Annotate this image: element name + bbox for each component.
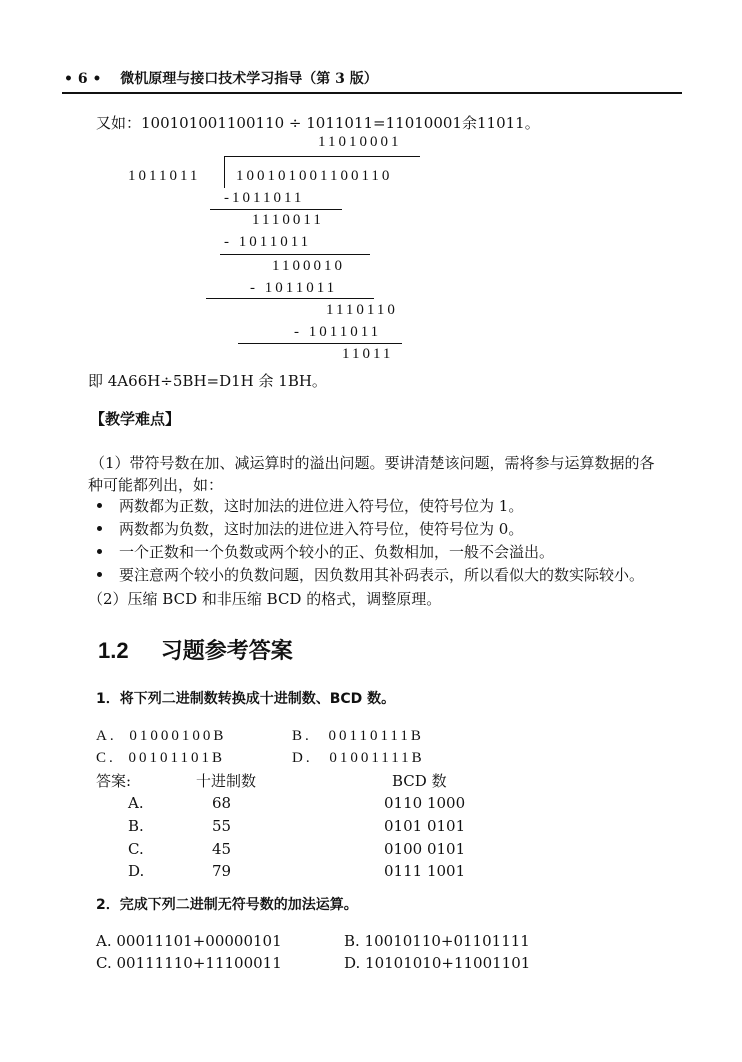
page-header	[64, 68, 378, 88]
column-header-decimal: 十进制数	[196, 772, 257, 790]
difficulties-heading: 【教学难点】	[90, 410, 181, 428]
bullet-item: 两数都为负数，这时加法的进位进入符号位，使符号位为 0。	[119, 520, 524, 538]
divisor: 1011011	[128, 168, 201, 184]
bullet-item: 要注意两个较小的负数问题，因负数用其补码表示，所以看似大的数实际较小。	[119, 566, 645, 584]
answer-label: 答案:	[96, 772, 132, 790]
option-label: D.	[292, 750, 313, 766]
answer-row-bcd: 0101 0101	[384, 817, 466, 835]
column-header-bcd: BCD 数	[392, 772, 447, 790]
step-rule-2	[220, 254, 370, 255]
option-value: 00110111B	[328, 728, 424, 744]
step-rule-4	[238, 343, 402, 344]
q1-option-d	[292, 750, 425, 767]
step-remainder-2: 1100010	[272, 258, 345, 274]
answer-row-decimal: 79	[212, 862, 232, 880]
answer-row-decimal: 45	[212, 840, 232, 858]
page-number: • 6 •	[64, 71, 102, 87]
answer-row-bcd: 0100 0101	[384, 840, 466, 858]
section-heading	[98, 634, 293, 665]
option-value: 00101101B	[128, 750, 225, 766]
bullet-icon	[97, 549, 102, 554]
answer-row-decimal: 55	[212, 817, 232, 835]
q2-option-c: C. 00111110+11100011	[96, 954, 282, 972]
final-remainder: 11011	[342, 346, 394, 362]
book-title: 微机原理与接口技术学习指导（第 3 版）	[120, 71, 378, 87]
option-label: C.	[96, 750, 116, 766]
q2-option-a: A. 00011101+00000101	[96, 932, 282, 950]
difficulty-1-line-2: 种可能都列出，如：	[88, 476, 224, 494]
answer-row-label: B.	[128, 817, 144, 835]
answer-row-label: A.	[128, 794, 144, 812]
answer-row-bcd: 0111 1001	[384, 862, 466, 880]
q1-option-b	[292, 728, 424, 745]
question-2-title: 2．完成下列二进制无符号数的加法运算。	[96, 897, 358, 913]
answer-row-decimal: 68	[212, 794, 232, 812]
header-rule	[62, 92, 682, 94]
q2-option-b: B. 10010110+01101111	[344, 932, 530, 950]
bullet-icon	[97, 526, 102, 531]
q2-option-d: D. 10101010+11001101	[344, 954, 531, 972]
division-bar	[224, 156, 420, 157]
bullet-icon	[97, 572, 102, 577]
bullet-item: 一个正数和一个负数或两个较小的正、负数相加，一般不会溢出。	[119, 543, 555, 561]
difficulty-1-line-1: （1）带符号数在加、减运算时的溢出问题。要讲清楚该问题，需将参与运算数据的各	[90, 454, 655, 472]
option-label: B.	[292, 728, 312, 744]
quotient: 11010001	[318, 134, 402, 150]
question-1-title: 1．将下列二进制数转换成十进制数、BCD 数。	[96, 691, 396, 707]
example-intro: 又如：100101001100110 ÷ 1011011=11010001余11011。	[96, 114, 540, 132]
step-subtract-2: - 1011011	[224, 234, 312, 250]
q1-option-a	[96, 728, 226, 745]
option-label: A.	[96, 728, 117, 744]
q1-option-c	[96, 750, 225, 767]
step-subtract-3: - 1011011	[250, 280, 338, 296]
option-value: 01000100B	[129, 728, 227, 744]
difficulty-2: （2）压缩 BCD 和非压缩 BCD 的格式，调整原理。	[88, 590, 442, 608]
bullet-item: 两数都为正数，这时加法的进位进入符号位，使符号位为 1。	[119, 497, 524, 515]
step-rule-3	[206, 298, 374, 299]
division-bracket	[224, 156, 225, 188]
example-conclusion: 即 4A66H÷5BH=D1H 余 1BH。	[88, 372, 327, 390]
section-number: 1.2	[98, 638, 129, 663]
answer-row-label: D.	[128, 862, 145, 880]
answer-row-label: C.	[128, 840, 144, 858]
answer-row-bcd: 0110 1000	[384, 794, 466, 812]
option-value: 01001111B	[329, 750, 425, 766]
bullet-icon	[97, 503, 102, 508]
step-remainder-3: 1110110	[326, 302, 398, 318]
section-title: 习题参考答案	[160, 638, 293, 663]
step-subtract-1: -1011011	[224, 190, 305, 206]
step-rule-1	[210, 209, 342, 210]
step-subtract-4: - 1011011	[294, 324, 382, 340]
dividend: 100101001100110	[236, 168, 393, 184]
step-remainder-1: 1110011	[252, 212, 324, 228]
